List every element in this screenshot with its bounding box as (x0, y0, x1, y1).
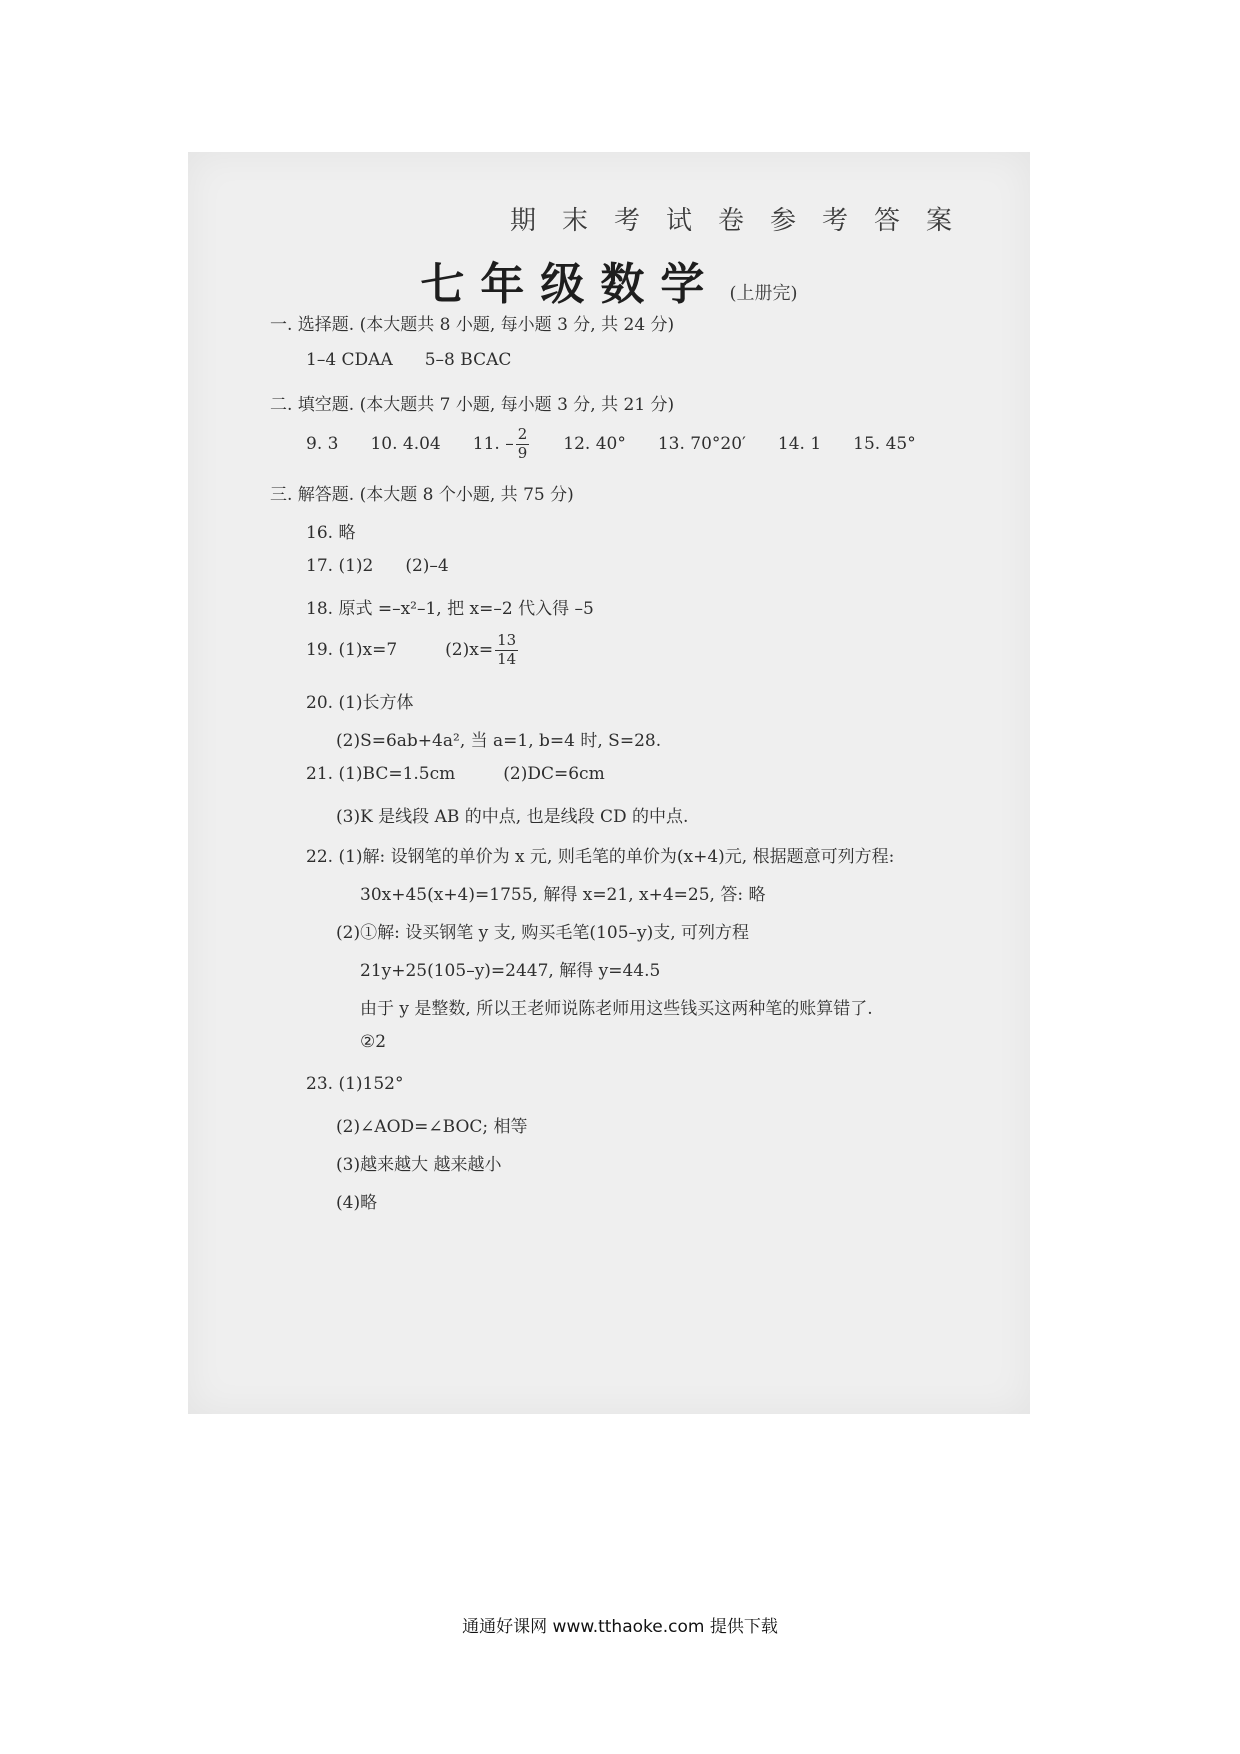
answer-21-part3: (3)K 是线段 AB 的中点, 也是线段 CD 的中点. (336, 807, 689, 827)
answer-21: 21. (1)BC=1.5cm (2)DC=6cm (306, 764, 605, 784)
answer-15: 15. 45° (853, 434, 916, 454)
answer-14: 14. 1 (777, 434, 822, 454)
answer-17: 17. (1)2 (2)–4 (306, 556, 449, 576)
answer-11: 11. – $\frac{2}{9}$ (472, 424, 528, 462)
answer-22-part1: 22. (1)解: 设钢笔的单价为 x 元, 则毛笔的单价为(x+4)元, 根据题意可列方程: (306, 847, 895, 867)
answer-10: 10. 4.04 (370, 434, 441, 454)
answer-22-part2-conclusion: 由于 y 是整数, 所以王老师说陈老师用这些钱买这两种笔的账算错了. (360, 999, 873, 1019)
fraction-thirteen-fourteenths: $\frac{13}{14}$ (497, 630, 517, 668)
answer-5-8: 5–8 BCAC (424, 350, 512, 370)
answer-22-part2: (2)①解: 设买钢笔 y 支, 购买毛笔(105–y)支, 可列方程 (336, 923, 750, 943)
answer-23-part3: (3)越来越大 越来越小 (336, 1155, 502, 1175)
answer-13: 13. 70°20′ (657, 434, 746, 454)
answer-18: 18. 原式 =–x²–1, 把 x=–2 代入得 –5 (306, 599, 594, 619)
answer-19: 19. (1)x=7 (2)x= $\frac{13}{14}$ (306, 630, 517, 668)
section2-answers (306, 422, 916, 466)
page-title: 七年级数学 (420, 259, 721, 310)
answer-22-part2-equation: 21y+25(105–y)=2447, 解得 y=44.5 (360, 961, 661, 981)
answer-20-part1: 20. (1)长方体 (306, 693, 414, 713)
answer-23-part2: (2)∠AOD=∠BOC; 相等 (336, 1117, 528, 1137)
fraction-two-ninths: $\frac{2}{9}$ (517, 424, 528, 462)
answer-1-4: 1–4 CDAA (306, 350, 393, 370)
answer-20-part2: (2)S=6ab+4a², 当 a=1, b=4 时, S=28. (336, 731, 662, 751)
page-subtitle: (上册完) (729, 283, 798, 304)
answer-23-part4: (4)略 (336, 1193, 378, 1213)
answer-23-part1: 23. (1)152° (306, 1074, 404, 1094)
answer-12: 12. 40° (563, 434, 626, 454)
title-row (188, 248, 1030, 312)
section2-heading: 二. 填空题. (本大题共 7 小题, 每小题 3 分, 共 21 分) (270, 395, 675, 415)
footer-credit: 通通好课网 www.tthaoke.com 提供下载 (462, 1617, 778, 1637)
section1-heading: 一. 选择题. (本大题共 8 小题, 每小题 3 分, 共 24 分) (270, 315, 675, 335)
section3-heading: 三. 解答题. (本大题 8 个小题, 共 75 分) (270, 485, 574, 505)
answer-16: 16. 略 (306, 523, 356, 543)
header-top-line: 期末考试卷参考答案 (509, 206, 978, 236)
answer-22-part2-second: ②2 (360, 1032, 387, 1052)
section1-answers (306, 350, 511, 370)
answer-22-part1-solution: 30x+45(x+4)=1755, 解得 x=21, x+4=25, 答: 略 (360, 885, 766, 905)
scanned-answer-sheet (188, 152, 1030, 1414)
answer-9: 9. 3 (306, 434, 339, 454)
